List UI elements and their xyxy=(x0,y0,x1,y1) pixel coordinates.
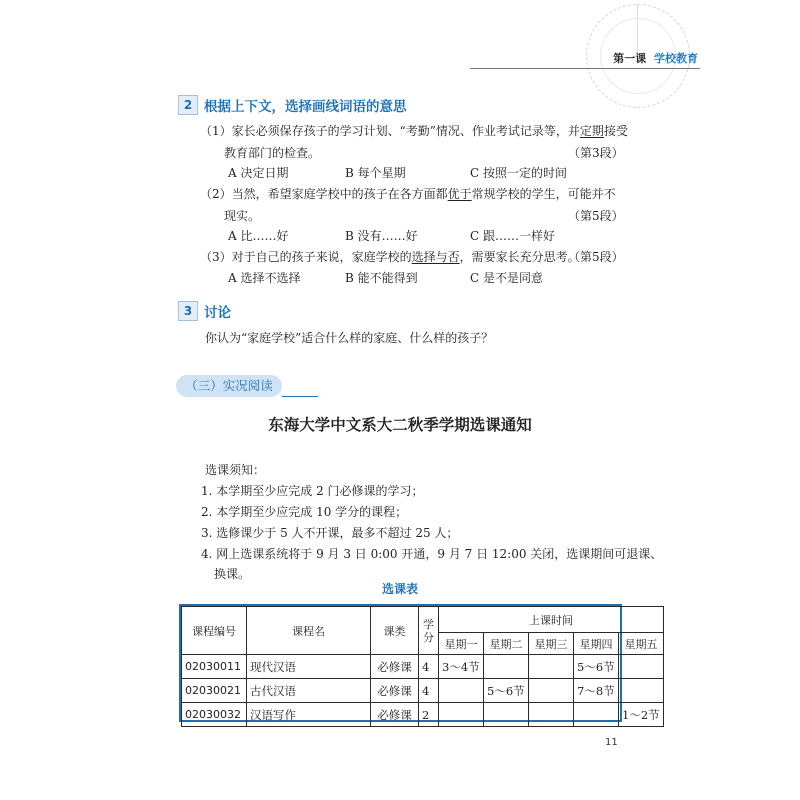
q1-option-a: A 决定日期 xyxy=(228,166,289,180)
row-1-name: 现代汉语 xyxy=(247,655,371,679)
row-3-friday: 1～2节 xyxy=(619,703,664,727)
header-wednesday: 星期三 xyxy=(529,633,574,655)
course-table xyxy=(181,606,664,727)
q2-option-b: B 没有……好 xyxy=(345,229,418,243)
table-caption: 选课表 xyxy=(381,582,418,596)
q1-text-post: 接受 xyxy=(603,124,628,138)
reading-label-rule xyxy=(282,396,318,397)
notice-intro: 选课须知： xyxy=(205,463,266,477)
q1-line2: 教育部门的检查。 xyxy=(224,146,321,160)
header-course-code: 课程编号 xyxy=(182,607,247,655)
row-2-friday xyxy=(619,679,664,703)
q3-paragraph-ref: （第5段） xyxy=(568,250,624,264)
section-3-number: 3 xyxy=(178,301,198,321)
q2-option-a: A 比……好 xyxy=(228,229,289,243)
table-row xyxy=(182,679,664,703)
q1-line1 xyxy=(200,123,628,139)
section-3-heading xyxy=(178,300,231,322)
row-2-wednesday xyxy=(529,679,574,703)
notice-rule-1: 1. 本学期至少应完成 2 门必修课的学习； xyxy=(201,484,424,498)
q3-option-a: A 选择不选择 xyxy=(228,271,301,285)
row-2-name: 古代汉语 xyxy=(247,679,371,703)
section-2-title: 根据上下文，选择画线词语的意思 xyxy=(204,99,407,115)
header-credit: 学分 xyxy=(419,607,439,655)
header-class-time: 上课时间 xyxy=(439,607,664,633)
row-1-tuesday xyxy=(484,655,529,679)
section-3-title: 讨论 xyxy=(204,305,231,321)
q2-line2: 现实。 xyxy=(224,209,261,223)
row-3-name: 汉语写作 xyxy=(247,703,371,727)
row-1-code: 02030011 xyxy=(182,655,247,679)
table-row xyxy=(182,703,664,727)
row-1-type: 必修课 xyxy=(371,655,419,679)
header-lesson: 第一课 xyxy=(613,52,647,65)
q1-paragraph-ref: （第3段） xyxy=(568,146,624,160)
q2-text-pre: （2）当然，希望家庭学校中的孩子在各方面都 xyxy=(200,187,448,201)
row-3-type: 必修课 xyxy=(371,703,419,727)
row-1-credit: 4 xyxy=(419,655,439,679)
header-title: 学校教育 xyxy=(654,52,698,65)
q2-line1 xyxy=(200,186,616,202)
row-3-thursday xyxy=(574,703,619,727)
q2-underlined-word: 优于 xyxy=(447,187,472,201)
notice-rule-4: 4. 网上选课系统将于 9 月 3 日 0:00 开通，9 月 7 日 12:00 关闭，选课期间可退课、 xyxy=(201,547,663,561)
reading-section-label: （三）实况阅读 xyxy=(176,375,282,397)
notice-rule-2: 2. 本学期至少应完成 10 学分的课程； xyxy=(201,505,408,519)
row-2-thursday: 7～8节 xyxy=(574,679,619,703)
header-course-type: 课类 xyxy=(371,607,419,655)
q3-line1 xyxy=(200,249,580,265)
row-2-code: 02030021 xyxy=(182,679,247,703)
row-3-code: 02030032 xyxy=(182,703,247,727)
row-1-thursday: 5～6节 xyxy=(574,655,619,679)
q3-text-pre: （3）对于自己的孩子来说，家庭学校的 xyxy=(200,250,412,264)
row-2-type: 必修课 xyxy=(371,679,419,703)
header-tuesday: 星期二 xyxy=(484,633,529,655)
row-3-wednesday xyxy=(529,703,574,727)
row-2-monday xyxy=(439,679,484,703)
q3-underlined-word: 选择与否 xyxy=(411,250,460,264)
discussion-question: 你认为“家庭学校”适合什么样的家庭、什么样的孩子？ xyxy=(205,331,494,345)
row-3-tuesday xyxy=(484,703,529,727)
row-2-credit: 4 xyxy=(419,679,439,703)
q1-option-b: B 每个星期 xyxy=(345,166,406,180)
row-1-wednesday xyxy=(529,655,574,679)
q1-underlined-word: 定期 xyxy=(579,124,604,138)
row-1-monday: 3～4节 xyxy=(439,655,484,679)
page-number: 11 xyxy=(605,737,618,748)
notice-rule-4-continued: 换课。 xyxy=(214,567,251,581)
header-rule xyxy=(470,68,700,69)
row-1-friday xyxy=(619,655,664,679)
notice-rule-3: 3. 选修课少于 5 人不开课，最多不超过 25 人； xyxy=(201,526,459,540)
section-2-number: 2 xyxy=(178,95,198,115)
header-friday: 星期五 xyxy=(619,633,664,655)
q1-option-c: C 按照一定的时间 xyxy=(470,166,567,180)
section-2-heading xyxy=(178,94,407,116)
q1-text-pre: （1）家长必须保存孩子的学习计划、“考勤”情况、作业考试记录等，并 xyxy=(200,124,580,138)
q3-option-b: B 能不能得到 xyxy=(345,271,418,285)
table-row xyxy=(182,655,664,679)
table-header-row xyxy=(182,607,664,633)
header-monday: 星期一 xyxy=(439,633,484,655)
q2-text-post: 常规学校的学生，可能并不 xyxy=(471,187,616,201)
q2-paragraph-ref: （第5段） xyxy=(568,209,624,223)
row-3-credit: 2 xyxy=(419,703,439,727)
row-3-monday xyxy=(439,703,484,727)
notice-title: 东海大学中文系大二秋季学期选课通知 xyxy=(268,416,532,434)
row-2-tuesday: 5～6节 xyxy=(484,679,529,703)
running-header xyxy=(538,50,698,68)
q3-option-c: C 是不是同意 xyxy=(470,271,543,285)
q3-text-post: ，需要家长充分思考。 xyxy=(459,250,580,264)
header-thursday: 星期四 xyxy=(574,633,619,655)
header-course-name: 课程名 xyxy=(247,607,371,655)
q2-option-c: C 跟……一样好 xyxy=(470,229,555,243)
